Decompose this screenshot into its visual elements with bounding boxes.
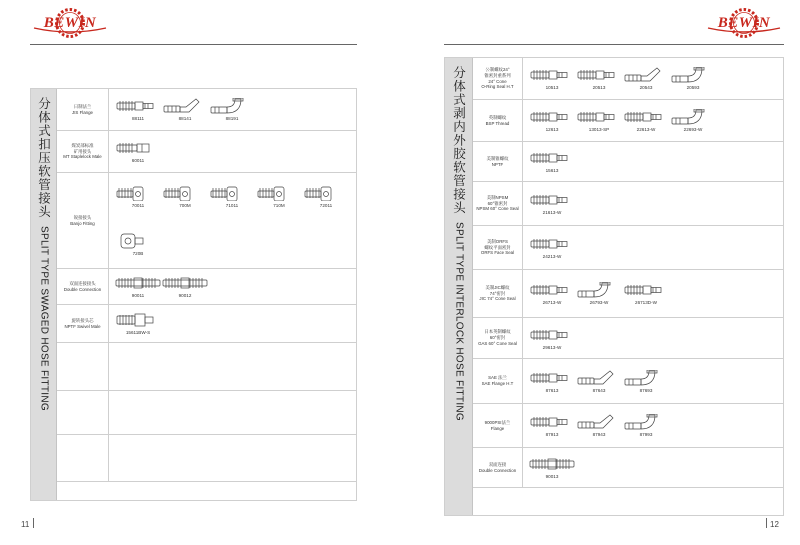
fitting-item — [623, 67, 669, 90]
row-label-line: SAE 法兰 — [488, 375, 507, 381]
row-label-line: 矿用接头 — [73, 148, 92, 154]
straight-fitting-icon — [529, 370, 575, 386]
part-code: 700M — [179, 203, 191, 208]
double-connection-icon — [115, 275, 161, 291]
banjo-fitting-icon — [303, 185, 349, 201]
catalog-row — [473, 100, 783, 142]
bent-45-fitting-icon — [576, 414, 622, 430]
part-code: 60011 — [131, 158, 145, 163]
header-rule — [30, 44, 357, 45]
row-label-line: 60°密封 — [489, 335, 506, 341]
row-label-line: ORFS Face Seal — [480, 250, 515, 256]
catalog-row — [473, 270, 783, 318]
row-label-line: 日制法兰 — [73, 103, 92, 109]
row-label-line: Flange — [490, 425, 505, 431]
row-label-line: 9000PSI法兰 — [484, 419, 511, 425]
row-label — [57, 435, 109, 481]
row-label-line: 美制NPSM — [486, 194, 509, 200]
fitting-item — [115, 140, 161, 163]
fitting-item — [529, 414, 575, 437]
part-code: 720B — [132, 251, 144, 256]
row-label — [57, 89, 109, 130]
bewin-logo — [704, 8, 784, 38]
part-code: 87613 — [545, 387, 559, 393]
bent-45-fitting-icon — [162, 98, 208, 114]
part-code: 72011 — [319, 203, 333, 208]
fitting-item — [115, 275, 161, 298]
row-label-line: 24° Cone — [488, 78, 507, 84]
part-code: 13013-SP — [588, 127, 610, 132]
vertical-title-cn: 分体式剥内外胶软管接头 — [451, 66, 466, 215]
part-code: 88191 — [225, 116, 239, 121]
bent-90-fitting-icon — [670, 67, 716, 83]
banjo-fitting-icon — [162, 185, 208, 201]
page-number: 12 — [770, 520, 779, 529]
row-label — [473, 58, 523, 99]
part-code: 12613 — [545, 127, 559, 132]
catalog-row — [57, 391, 356, 435]
vertical-title — [451, 66, 467, 421]
row-label — [57, 131, 109, 172]
row-label — [473, 226, 523, 269]
fitting-item — [529, 109, 575, 132]
part-code: 90011 — [131, 293, 145, 298]
row-label-line: 双面连接接头 — [69, 280, 96, 286]
catalog-row — [57, 343, 356, 391]
part-code: 10513 — [545, 85, 559, 90]
row-label-line: 螺纹平面密封 — [484, 244, 511, 250]
part-code: 88141 — [178, 116, 192, 121]
part-code: 87913 — [545, 432, 559, 437]
catalog-row — [473, 448, 783, 488]
bent-90-fitting-icon — [670, 109, 716, 125]
catalog-page-right — [400, 0, 800, 545]
part-code: 21613-W — [542, 210, 562, 215]
fitting-item — [303, 185, 349, 208]
staplelock-fitting-icon — [115, 140, 161, 156]
row-label — [57, 173, 109, 268]
straight-fitting-icon — [529, 414, 575, 430]
row-label-line: 美制JIC螺纹 — [485, 284, 510, 290]
fitting-item — [529, 150, 575, 173]
catalog-row — [473, 142, 783, 182]
fitting-item — [623, 370, 669, 393]
fitting-item — [670, 67, 716, 90]
row-label-line: 美制ORFS — [487, 238, 508, 244]
row-label-line: Banjo Fitting — [70, 220, 95, 226]
fitting-item — [115, 98, 161, 121]
catalog-row — [57, 173, 356, 269]
banjo-head-icon — [115, 233, 161, 249]
part-code: 87993 — [639, 432, 653, 437]
catalog-row — [473, 226, 783, 270]
part-code: 87943 — [592, 432, 606, 437]
vertical-title-en: SPLIT TYPE INTERLOCK HOSE FITTING — [453, 221, 465, 421]
page-number: 11 — [21, 520, 30, 529]
catalog-row — [57, 435, 356, 482]
bent-90-fitting-icon — [623, 370, 669, 386]
fitting-item — [256, 185, 302, 208]
row-label-line: 日本英制螺纹 — [484, 329, 511, 335]
double-connection-icon — [162, 275, 208, 291]
page-number-divider — [33, 518, 34, 528]
fitting-item — [115, 185, 161, 208]
row-label — [473, 142, 523, 181]
part-code: 20513 — [592, 85, 606, 90]
fitting-item — [576, 370, 622, 393]
row-label — [473, 318, 523, 358]
row-label — [473, 448, 523, 487]
part-code: 29613-W — [542, 344, 562, 350]
row-label-line: NPTF — [491, 161, 504, 167]
logo-text: BEWIN — [717, 15, 771, 31]
row-label-line: Double Connection — [63, 286, 102, 292]
row-label-line: 双面连接 — [488, 461, 507, 467]
swivel-male-icon — [115, 312, 161, 328]
row-label-line: JIS Flange — [72, 109, 93, 115]
fitting-item — [623, 109, 669, 132]
catalog-row — [473, 58, 783, 100]
fitting-item — [623, 282, 669, 305]
straight-fitting-icon — [529, 327, 575, 343]
part-code: 26713-W — [542, 300, 562, 305]
fitting-item — [576, 282, 622, 305]
part-code: 15611BW-S — [125, 330, 151, 335]
catalog-sidebar — [31, 89, 57, 500]
fitting-item — [162, 98, 208, 121]
part-code: 90012 — [178, 293, 192, 298]
part-code: 22693-W — [683, 127, 703, 132]
fitting-item — [209, 185, 255, 208]
straight-fitting-icon — [623, 282, 669, 298]
straight-fitting-icon — [623, 109, 669, 125]
logo-text: BEWIN — [43, 15, 97, 31]
row-label-line: BSP Thread — [485, 120, 510, 126]
straight-fitting-icon — [529, 236, 575, 252]
straight-fitting-icon — [529, 192, 575, 208]
fitting-item — [576, 109, 622, 132]
row-label — [57, 305, 109, 342]
bent-90-fitting-icon — [576, 282, 622, 298]
part-code: 87643 — [592, 387, 606, 393]
catalog-row — [57, 269, 356, 305]
catalog-sidebar — [445, 58, 473, 515]
row-label-line: 美制锥螺纹 — [486, 155, 509, 161]
bent-90-fitting-icon — [209, 98, 255, 114]
row-label — [473, 182, 523, 225]
banjo-fitting-icon — [115, 185, 161, 201]
part-code: 15613 — [545, 168, 559, 173]
bent-45-fitting-icon — [623, 67, 669, 83]
fitting-item — [209, 98, 255, 121]
fitting-item — [576, 414, 622, 437]
header-rule — [444, 44, 784, 45]
straight-fitting-icon — [115, 98, 161, 114]
fitting-item — [162, 185, 208, 208]
double-connection-icon — [529, 456, 575, 472]
part-code: 20543 — [639, 85, 653, 90]
catalog-row — [57, 131, 356, 173]
row-label — [473, 100, 523, 141]
part-code: 71011 — [225, 203, 239, 208]
row-label-line: 锐接接头 — [73, 214, 92, 220]
row-label-line: MT Staplelock Male — [63, 154, 102, 160]
row-label-line: SAE Flange H.T — [481, 381, 514, 386]
banjo-fitting-icon — [209, 185, 255, 201]
fitting-item — [529, 192, 575, 215]
row-label — [57, 343, 109, 390]
row-label-line: JIC 74° Cone Seal — [479, 296, 516, 302]
row-label — [57, 269, 109, 304]
bewin-logo — [30, 8, 110, 38]
row-label-line: NPSM 60° Cone Seal — [476, 206, 519, 212]
row-label-line: NPTF Swivel Male — [64, 323, 101, 329]
row-label-line: 煤炭部标准 — [71, 142, 94, 148]
row-label — [57, 391, 109, 434]
row-label — [473, 359, 523, 403]
straight-fitting-icon — [529, 150, 575, 166]
fitting-item — [162, 275, 208, 298]
catalog-row — [473, 318, 783, 359]
fitting-item — [529, 236, 575, 259]
fitting-item — [529, 370, 575, 393]
row-label — [473, 404, 523, 447]
fitting-item — [529, 456, 575, 479]
banjo-fitting-icon — [256, 185, 302, 201]
catalog-row — [57, 305, 356, 343]
row-label — [473, 270, 523, 317]
row-label-line: Double Connection — [478, 467, 517, 473]
row-label-line: 锥密封重系列 — [484, 72, 511, 78]
fitting-item — [529, 282, 575, 305]
part-code: 26793-W — [589, 300, 609, 305]
vertical-title — [36, 97, 52, 411]
fitting-item — [115, 312, 161, 335]
part-code: 22613-W — [636, 127, 656, 132]
row-label-line: 旋转接头芯 — [71, 317, 94, 323]
catalog-table-right — [444, 57, 784, 516]
part-code: 70011 — [131, 203, 145, 208]
fitting-item — [529, 67, 575, 90]
part-code: 90013 — [545, 474, 559, 479]
catalog-row — [473, 359, 783, 404]
straight-fitting-icon — [529, 67, 575, 83]
part-code: 26713D-W — [635, 300, 657, 305]
catalog-table-left — [30, 88, 357, 501]
row-label-line: 公制螺纹24° — [485, 66, 510, 72]
catalog-row — [57, 89, 356, 131]
bent-45-fitting-icon — [576, 370, 622, 386]
fitting-item — [115, 233, 161, 256]
straight-fitting-icon — [576, 109, 622, 125]
vertical-title-cn: 分体式扣压软管接头 — [36, 97, 51, 219]
row-label-line: 74°密封 — [489, 290, 506, 296]
row-label-line: 英制螺纹 — [488, 114, 507, 120]
part-code: 24213-W — [542, 254, 562, 259]
part-code: 87693 — [639, 387, 653, 393]
part-code: 88111 — [131, 116, 145, 121]
row-label-line: 60°锥密封 — [487, 200, 508, 206]
catalog-row — [473, 404, 783, 448]
vertical-title-en: SPLIT TYPE SWAGED HOSE FITTING — [38, 225, 50, 411]
part-code: 710M — [273, 203, 285, 208]
straight-fitting-icon — [529, 282, 575, 298]
straight-fitting-icon — [529, 109, 575, 125]
straight-fitting-icon — [576, 67, 622, 83]
fitting-item — [576, 67, 622, 90]
catalog-row — [473, 182, 783, 226]
row-label-line: GAS 60° Cone Seal — [478, 340, 517, 346]
fitting-item — [529, 327, 575, 350]
fitting-item — [670, 109, 716, 132]
part-code: 20593 — [686, 85, 700, 90]
page-number-divider — [766, 518, 767, 528]
bent-90-fitting-icon — [623, 414, 669, 430]
row-label-line: O-Ring Seal H.T — [481, 84, 514, 90]
fitting-item — [623, 414, 669, 437]
